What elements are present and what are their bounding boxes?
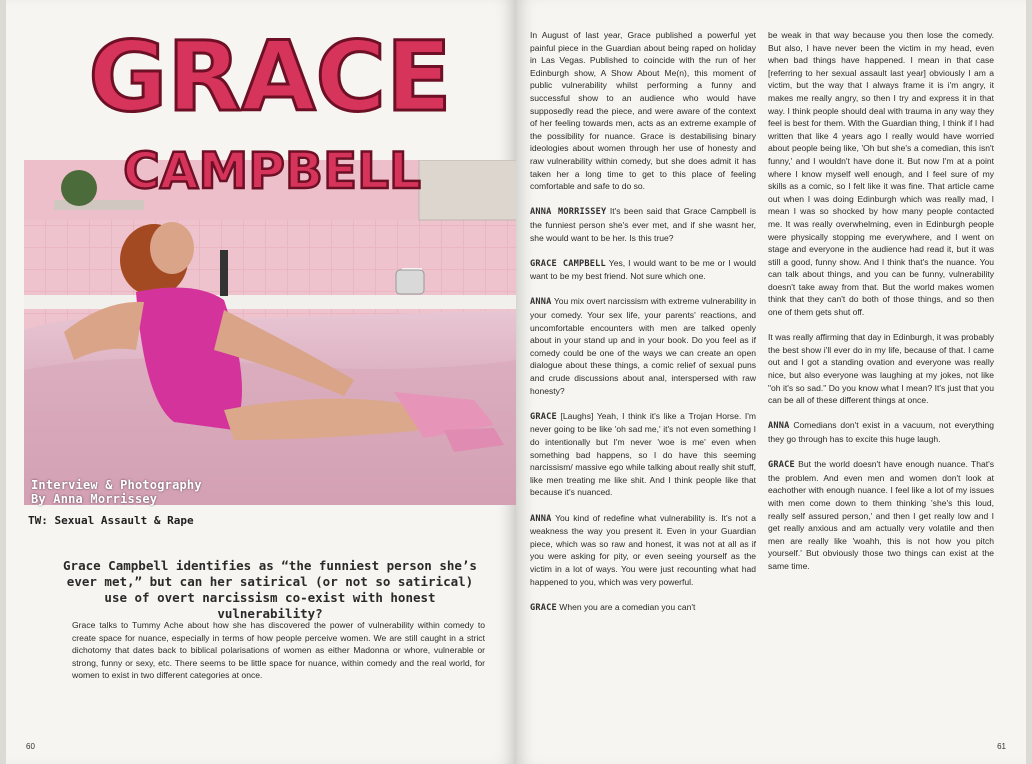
- text-column-2: [768, 29, 994, 585]
- page-number-left: 60: [26, 742, 35, 751]
- body-paragraph: It was really affirming that day in Edinburgh, it was probably the best show i'll ever do in my life, because of that. I came out and I got a standing ovation and everyone was really nice, but also everyone was laughing at my jokes, not like "oh it's so sad." Do you know what I mean? It's just that you can be all of these different things at once.: [768, 332, 994, 406]
- title-line2: CAMPBELL: [123, 142, 421, 198]
- speaker-label: GRACE: [530, 602, 557, 613]
- qa-text: It's been said that Grace Campbell is the funniest person she's ever met, and if she wasnt her, she would want to be her. Is this true?: [530, 206, 756, 243]
- speaker-label: ANNA: [768, 421, 790, 432]
- qa-block: [768, 458, 994, 572]
- qa-text: But the world doesn't have enough nuance. That's the problem. And even men and women don't look at eachother with enough nuance. I feel like a lot of my issues with men come down to them thinking 'she's this loud, really self assured person,' and then I get really low and I get really anxious and am actually very volatile and then men are really like 'woahh, this is not how you pitch yourself.' But obviously those two things can exist at the same time.: [768, 459, 994, 571]
- page-edge: [1026, 0, 1032, 764]
- right-page: [516, 0, 1032, 764]
- page-edge: [0, 0, 6, 764]
- title-line1: GRACE: [88, 21, 452, 133]
- body-paragraph: In August of last year, Grace published a powerful yet painful piece in the Guardian about being raped on holiday in Las Vegas. Published to coincide with the run of her Edinburgh show, A Show About Me(n), this moment of public vulnerability whilst performing a funny and successful show to an audience who would have supposedly read the piece, and were aware of the context of her feeling towards men, acts as an extreme example of the possibility for nuance. Grace is destabilising binary ideologies about women through her use of honesty and raw vulnerability within comedy, but she does admit it has taken her a long time to get to this place of feeling comfortable and safe to do so.: [530, 30, 756, 192]
- page-number-right: 61: [997, 742, 1006, 751]
- qa-text: You kind of redefine what vulnerability is. It's not a weakness the way you present it. Even in your Guardian piece, which was so raw and honest, it was not at all as if you were asking for pity, or even seeing yourself as the victim in a lot of ways. You were just recounting what had happened to you, which was very powerful.: [530, 512, 756, 587]
- speaker-label: ANNA MORRISSEY: [530, 207, 607, 218]
- qa-block: [530, 205, 756, 244]
- speaker-label: GRACE CAMPBELL: [530, 258, 606, 269]
- qa-text: When you are a comedian you can't: [559, 601, 696, 612]
- speaker-label: GRACE: [768, 460, 795, 471]
- qa-block: [530, 295, 756, 397]
- qa-block: [530, 512, 756, 589]
- qa-text: Yes, I would want to be me or I would want to be my best friend. Not sure which one.: [530, 257, 757, 282]
- qa-block: [530, 410, 756, 499]
- qa-block: [768, 419, 994, 445]
- speaker-label: ANNA: [530, 513, 552, 524]
- text-column-1: [530, 29, 756, 627]
- qa-text: You mix overt narcissism with extreme vulnerability in your comedy. Your sex life, your parents' reactions, and uncomfortable encounters with men are talked openly about in your stand up and in your book. Do you feel as if comedy could be one of the ways we can create an open dialogue about these things, a comic relief of sexual puns and crude discussions about anal, interspersed with raw honesty?: [530, 296, 756, 396]
- speaker-label: ANNA: [530, 297, 552, 308]
- qa-block: [530, 601, 756, 615]
- trigger-warning: TW: Sexual Assault & Rape: [28, 514, 194, 527]
- qa-text: Comedians don't exist in a vacuum, not everything they go through has to excite this huge laugh.: [768, 420, 995, 444]
- portrait-photo: [24, 160, 516, 505]
- photo-credit: [31, 478, 202, 506]
- headline-title: [40, 18, 500, 198]
- credit-line1: Interview & Photography: [31, 478, 202, 492]
- standfirst: Grace Campbell identifies as “the funniest person she’s ever met,” but can her satirical (or not so satirical) use of overt narcissism co-exist with honest vulnerability?: [63, 558, 477, 621]
- qa-text: [Laughs] Yeah, I think it's like a Trojan Horse. I'm never going to be like 'oh sad me,' it's not even something I do intentionally but I'm never 'woe is me' even when something bad happens, so I do have this seeming narcissism/ massive ego while talking about really shit stuff, like men treating me like shit. And I think people like that because it's nuanced.: [530, 410, 756, 498]
- speaker-label: GRACE: [530, 411, 557, 422]
- body-paragraph: be weak in that way because you then lose the comedy. But also, I have never been the victim in my head, even when bad things have happened. I mean in that case [referring to her sexual assault last year] obviously I am a victim, but the way that I always frame it is i'm angry, it makes me really angry, so then I try and express it in that way. I think people should deal with trauma in any way they feel is best for them. With the Guardian thing, I think if I had written that like 4 years ago I really would have worried about people being like, 'Oh but she's a comedian, this isn't funny,' and I wouldn't have done it. But now I'm at a point where I know myself well enough, and I feel sure of my skills as a comic, so I felt like it was fine. That article came out when I was doing Edinburgh which was really mad, I mean I was so shocked by how many people contacted me. It was really overwhelming, even in Edinburgh people were physically stopping me everywhere, and I went on stage and everyone in the audience had read it, but it was still a good, funny show. And I think that's the nuance. You can talk about things, and you can be funny, vulnerability doesn't take away from that. But the world makes women think that they can't do both of those things, and so then one of them gets shut off.: [768, 30, 994, 318]
- intro-paragraph: Grace talks to Tummy Ache about how she has discovered the power of vulnerability within comedy to create space for nuance, especially in terms of how people perceive women. We are still caught in a strict dichotomy that dates back to biblical polarisations of women as either Madonna or whore, vulnerable or strong, funny or sexy, etc. There seems to be little space for nuance, within comedy and the real world, for women to exist in two different categories at once.: [72, 620, 485, 681]
- qa-block: [530, 257, 756, 283]
- credit-line2: By Anna Morrissey: [31, 492, 158, 506]
